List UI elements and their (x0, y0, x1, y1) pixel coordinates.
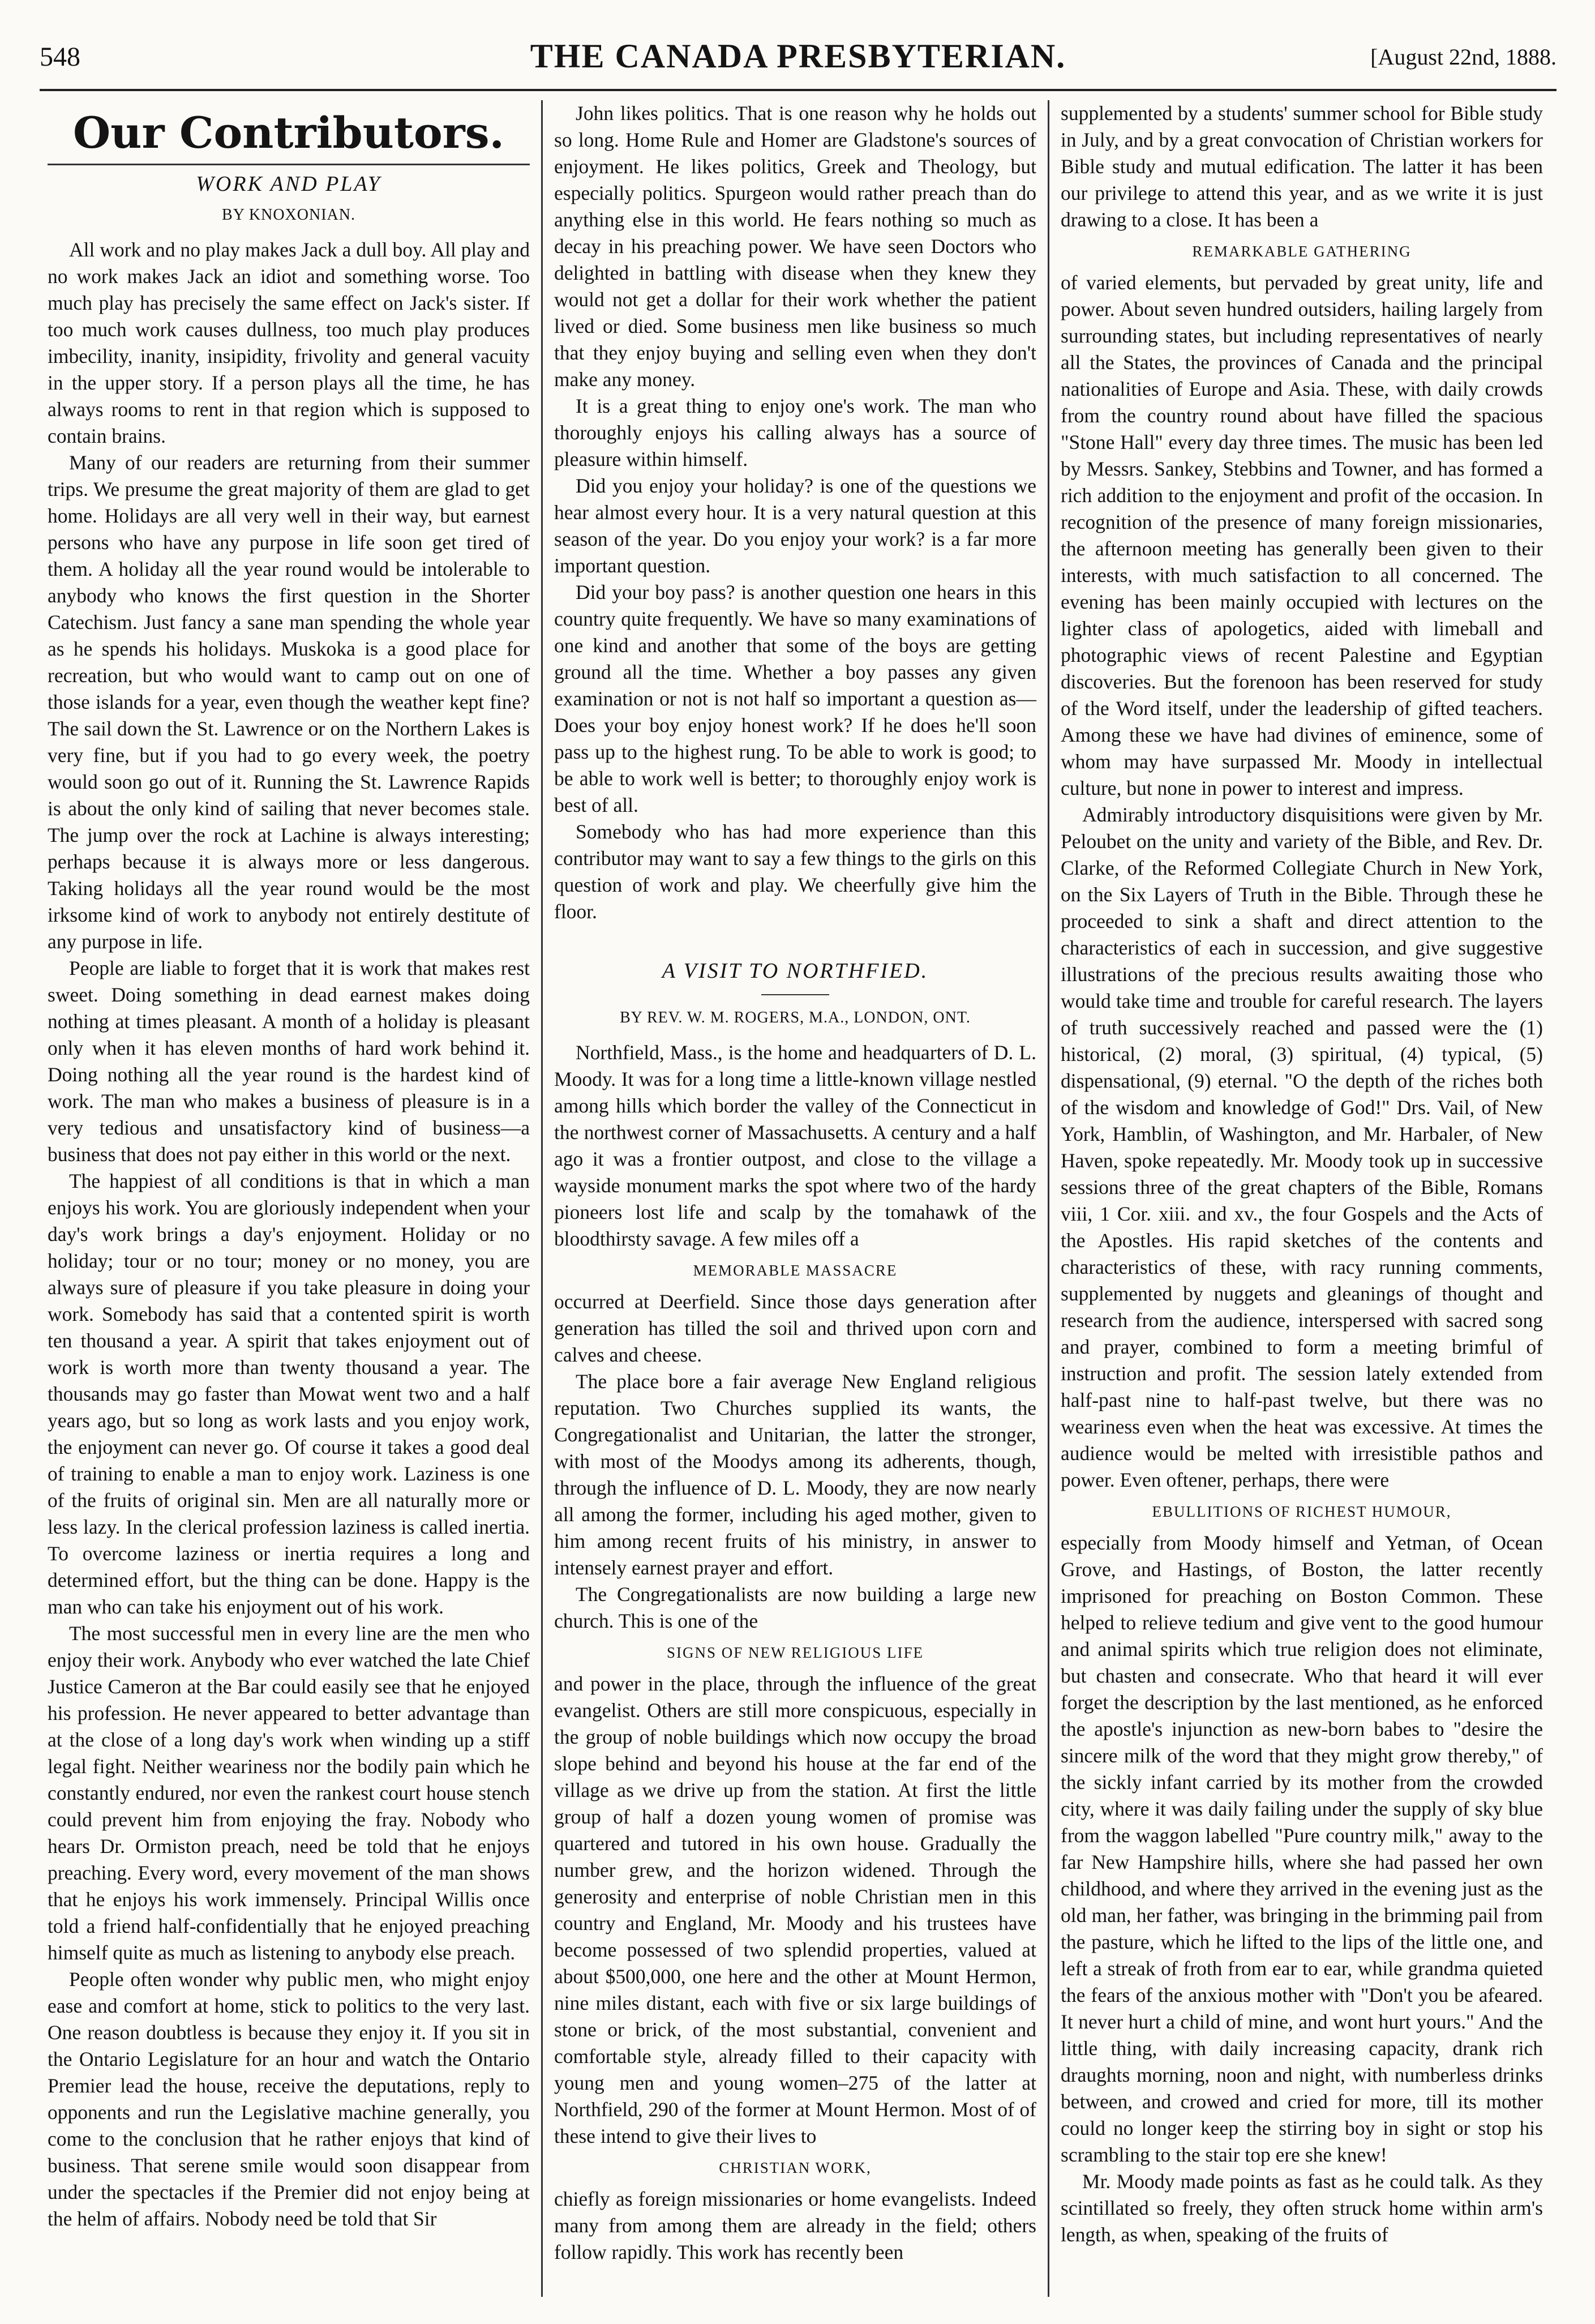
paragraph: Did your boy pass? is another question one hears in this country quite frequently. We have so many examinations of one kind and another that some of the boys are getting ground all the time. Whether a boy passes any given examination or not is not half so important a question as—Does your boy enjoy honest work? If he does he'll soon pass up to the highest rung. To be able to work is good; to be able to work well is better; to thoroughly enjoy work is best of all. (554, 581, 1036, 816)
paragraph: Many of our readers are returning from their summer trips. We presume the great majority of them are glad to get home. Holidays are all very well in their way, but earnest persons who have any purpose in life soon get tired of them. A holiday all the year round would be intolerable to anybody who knows the first question in the Shorter Catechism. Just fancy a sane man spending the whole year as he spends his holidays. Muskoka is a good place for recreation, but who would want to camp out on one of those islands for a year, even though the weather kept fine? The sail down the St. Lawrence or on the Northern Lakes is very fine, but if you had to go every week, the poetry would soon go out of it. Running the St. Lawrence Rapids is about the only kind of sailing that never becomes stale. The jump over the rock at Lachine is always interesting; perhaps because it is always more or less dangerous. Taking holidays all the year round would be the most irksome kind of work to anybody not entirely destitute of any purpose in life. (48, 451, 530, 953)
column-1 (40, 100, 538, 2297)
paragraph: John likes politics. That is one reason why he holds out so long. Home Rule and Homer are Gladstone's sources of enjoyment. He likes politics, Greek and Theology, but especially politics. Spurgeon would rather preach than do anything else in this world. He fears nothing so much as decay in his preaching power. We have seen Doctors who delighted in battling with disease when they knew they would not get a dollar for their work whether the patient lived or died. Some business men like business so much that they enjoy buying and selling even when they don't make any money. (554, 102, 1036, 391)
title-rule (761, 994, 829, 995)
paragraph: People often wonder why public men, who might enjoy ease and comfort at home, stick to politics to the very last. One reason doubtless is because they enjoy it. If you sit in the Ontario Legislature for an hour and watch the Ontario Premier lead the house, receive the deputations, reply to opponents and run the Legislative machine generally, you come to the conclusion that he rather enjoys that kind of business. That serene smile would soon disappear from under the spectacles if the Premier did not enjoy being at the helm of affairs. Nobody need be told that Sir (48, 1968, 530, 2230)
paragraph: The place bore a fair average New England religious reputation. Two Churches supplied its wants, the Congregationalist and Unitarian, the latter the stronger, with most of the Moodys among its adherents, though, through the influence of D. L. Moody, they are now nearly all among the former, including his aged mother, given to him among recent fruits of his ministry, in answer to intensely earnest prayer and effort. (554, 1370, 1036, 1579)
column-divider (1048, 100, 1049, 2297)
paragraph: The Congregationalists are now building a large new church. This is one of the (554, 1583, 1036, 1632)
article-title-work-and-play: WORK AND PLAY (196, 172, 381, 196)
paragraph: People are liable to forget that it is work that makes rest sweet. Doing something in dead earnest makes doing nothing at times pleasant. A month of a holiday is pleasant only when it has eleven months of hard work behind it. Doing nothing all the year round is the hardest kind of work. The man who makes a business of pleasure is in a very tedious and unsatisfactory kind of business—a business that does not pay either in this world or the next. (48, 957, 530, 1166)
page-number: 548 (40, 42, 80, 72)
paragraph: Mr. Moody made points as fast as he could talk. As they scintillated so freely, they often struck home within arm's length, as when, speaking of the fruits of (1061, 2170, 1543, 2246)
column-3 (1053, 100, 1551, 2297)
issue-date: [August 22nd, 1888. (1370, 44, 1557, 70)
byline-rogers: BY REV. W. M. ROGERS, M.A., LONDON, ONT. (620, 1009, 971, 1026)
paragraph: Did you enjoy your holiday? is one of the questions we hear almost every hour. It is a very natural question at this season of the year. Do you enjoy your work? is a far more important question. (554, 474, 1036, 577)
paragraph: especially from Moody himself and Yetman, of Ocean Grove, and Hastings, of Boston, the latter recently imprisoned for preaching on Boston Common. These helped to relieve tedium and give vent to the good humour and animal spirits which true religion does not eliminate, but chasten and consecrate. Who that heard it will ever forget the description by the last mentioned, as he enforced the apostle's injunction as new-born babes to "desire the sincere milk of the word that they might grow thereby," of the sickly infant carried by its mother from the crowded city, where it was daily failing under the supply of sky blue from the waggon labelled "Pure country milk," away to the far New Hampshire hills, where she had passed her own childhood, and where they arrived in the evening just as the old man, her father, was bringing in the brimming pail from the pasture, which he lifted to the lips of the little one, and left a streak of froth from ear to ear, while grandma quieted the fears of the anxious mother with "Don't you be afeared. It never hurt a child of mine, and wont hurt yours." And the little thing, with daily increasing capacity, drank rich draughts morning, noon and night, with numberless drinks between, and crowed and cried for more, till its mother could no longer keep the stirring boy in sight or stop his scrambling to the stair top ere she knew! (1061, 1531, 1543, 2166)
paragraph: Northfield, Mass., is the home and headquarters of D. L. Moody. It was for a long time a little-known village nestled among hills which border the valley of the Connecticut in the northwest corner of Massachusetts. A century and a half ago it was a frontier outpost, and close to the village a wayside monument marks the spot where two of the hardy pioneers lost life and scalp by the tomahawk of the bloodthirsty savage. A few miles off a (554, 1041, 1036, 1250)
columns (40, 100, 1557, 2297)
masthead-rule (48, 164, 530, 165)
page-header (40, 25, 1557, 88)
paragraph: It is a great thing to enjoy one's work. The man who thoroughly enjoys his calling always has a source of pleasure within himself. (554, 395, 1036, 470)
paragraph: chiefly as foreign missionaries or home evangelists. Indeed many from among them are already in the field; others follow rapidly. This work has recently been (554, 2188, 1036, 2263)
article-title-northfield: A VISIT TO NORTHFIED. (662, 959, 929, 983)
subhead-memorable-massacre: MEMORABLE MASSACRE (693, 1262, 898, 1279)
byline-knoxonian: BY KNOXONIAN. (222, 206, 355, 224)
column-2 (546, 100, 1044, 2297)
column-divider (541, 100, 543, 2297)
paragraph: Somebody who has had more experience than this contributor may want to say a few things to the girls on this question of work and play. We cheerfully give him the floor. (554, 820, 1036, 923)
paragraph: All work and no play makes Jack a dull boy. All play and no work makes Jack an idiot and something worse. Too much play has precisely the same effect on Jack's sister. If too much work causes dullness, too much play produces imbecility, inanity, insipidity, frivolity and general vacuity in the upper story. If a person plays all the time, he has always rooms to rent in that region which is supposed to contain brains. (48, 238, 530, 447)
header-rule (40, 89, 1557, 91)
subhead-signs-of-religious-life: SIGNS OF NEW RELIGIOUS LIFE (666, 1644, 924, 1661)
subhead-ebullitions-of-humour: EBULLITIONS OF RICHEST HUMOUR, (1152, 1503, 1452, 1520)
paragraph: The most successful men in every line are the men who enjoy their work. Anybody who ever watched the late Chief Justice Cameron at the Bar could easily see that he enjoyed his profession. He never appeared to better advantage than at the close of a long day's work when winding up a stiff legal fight. Neither weariness nor the bodily pain which he constantly endured, nor even the rankest court house stench could prevent him from enjoying the fray. Nobody who hears Dr. Ormiston preach, need be told that he enjoys preaching. Every word, every movement of the man shows that he enjoys his work immensely. Principal Willis once told a friend half-confidentially that he enjoyed preaching himself quite as much as listening to anybody else preach. (48, 1622, 530, 1964)
article-gap (554, 925, 1036, 952)
subhead-remarkable-gathering: REMARKABLE GATHERING (1192, 243, 1412, 260)
paragraph: The happiest of all conditions is that in which a man enjoys his work. You are gloriously independent when your day's work brings a day's enjoyment. Holiday or no holiday; tour or no tour; money or no money, you are always sure of pleasure if you take pleasure in doing your work. Somebody has said that a contented spirit is worth ten thousand a year. A spirit that takes enjoyment out of work is worth more than twenty thousand a year. The thousands may go faster than Mowat went two and a half years ago, but so long as work lasts and you enjoy work, the enjoyment can never go. Of course it takes a good deal of training to enable a man to enjoy work. Laziness is one of the fruits of original sin. Men are all naturally more or less lazy. In the clerical profession laziness is called inertia. To overcome laziness or inertia requires a long and determined effort, but the thing can be done. Happy is the man who can take his enjoyment out of his work. (48, 1170, 530, 1618)
paragraph: occurred at Deerfield. Since those days generation after generation has tilled the soil and thrived upon corn and calves and cheese. (554, 1290, 1036, 1366)
paragraph: Admirably introductory disquisitions were given by Mr. Peloubet on the unity and variety of the Bible, and Rev. Dr. Clarke, of the Reformed Collegiate Church in New York, on the Six Layers of Truth in the Bible. Through these he proceeded to sink a shaft and direct attention to the characteristics of each in succession, and give suggestive illustrations of the precious results awaiting those who would take time and trouble for careful research. The layers of truth successively reached and passed were the (1) historical, (2) moral, (3) spiritual, (4) typical, (5) dispensational, (9) eternal. "O the depth of the riches both of the wisdom and knowledge of God!" Drs. Vail, of New York, Hamblin, of Washington, and Mr. Harbaler, of New Haven, spoke repeatedly. Mr. Moody took up in successive sessions three of the great chapters of the Bible, Romans viii, 1 Cor. xiii. and xv., the four Gospels and the Acts of the Apostles. His rapid sketches of the contents and characteristics of these, with racy running comments, supplemented by nuggets and gleanings of thought and research from the audience, interspersed with sacred song and prayer, combined to form a meeting brimful of instruction and profit. The session lately extended from half-past nine to half-past twelve, but there was no weariness even when the heat was excessive. At times the audience would be melted with irresistible pathos and power. Even oftener, perhaps, there were (1061, 803, 1543, 1491)
paragraph: of varied elements, but pervaded by great unity, life and power. About seven hundred outsiders, hailing largely from surrounding states, but including representatives of nearly all the States, the provinces of Canada and the principal nationalities of Europe and Asia. These, with daily crowds from the country round about have filled the spacious "Stone Hall" every day three times. The music has been led by Messrs. Sankey, Stebbins and Towner, and has formed a rich addition to the enjoyment and profit of the occasion. In recognition of the presence of many foreign missionaries, the afternoon meeting has generally been given to their interests, with much satisfaction to all concerned. The evening has been mainly occupied with lectures on the lighter class of apologetics, aided with limeball and photographic views of recent Palestine and Egyptian discoveries. But the forenoon has been reserved for study of the Word itself, under the leadership of gifted teachers. Among these we have had divines of eminence, some of whom may have surpassed Mr. Moody in intellectual culture, but none in power to interest and impress. (1061, 271, 1543, 799)
paragraph: supplemented by a students' summer school for Bible study in July, and by a great convocation of Christian workers for Bible study and mutual edification. The latter it has been our privilege to attend this year, and as we write it is just drawing to a close. It has been a (1061, 102, 1543, 231)
newspaper-title: THE CANADA PRESBYTERIAN. (530, 37, 1066, 75)
newspaper-page (40, 25, 1557, 2301)
subhead-christian-work: CHRISTIAN WORK, (719, 2159, 872, 2176)
section-masthead: Our Contributors. (73, 108, 504, 158)
paragraph: and power in the place, through the influence of the great evangelist. Others are still more conspicuous, especially in the group of noble buildings which now occupy the broad slope behind and beyond his house at the far end of the village as we drive up from the station. At first the little group of half a dozen young women of promise was quartered and tutored in his own house. Gradually the number grew, and the horizon widened. Through the generosity and enterprise of noble Christian men in this country and England, Mr. Moody and his trustees have become possessed of two splendid properties, valued at about $500,000, one here and the other at Mount Hermon, nine miles distant, each with five or six large buildings of stone or brick, of the most substantial, convenient and comfortable style, already filled to their capacity with young men and young women–275 of the latter at Northfield, 290 of the former at Mount Hermon. Most of of these intend to give their lives to (554, 1672, 1036, 2147)
